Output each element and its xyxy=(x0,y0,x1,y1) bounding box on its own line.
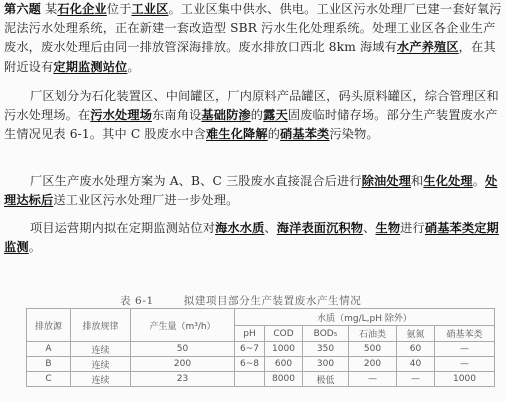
col-header-source: 排放源 xyxy=(27,309,71,342)
emphasis: 硝基苯类 xyxy=(280,127,330,142)
cell-bod: 极低 xyxy=(303,372,349,387)
paragraph-layout xyxy=(4,87,502,145)
cell-source: C xyxy=(27,372,71,387)
col-header-pattern: 排放规律 xyxy=(71,309,131,342)
cell-pattern: 连续 xyxy=(71,357,131,372)
table-row xyxy=(27,357,495,372)
cell-flow: 50 xyxy=(131,342,235,357)
table-header-row xyxy=(27,309,495,326)
col-header-cod: COD xyxy=(265,326,303,342)
text-run: 。 xyxy=(127,59,140,74)
paragraph-intro xyxy=(4,0,502,77)
cell-cod: 1000 xyxy=(265,342,303,357)
cell-nh3: 40 xyxy=(397,357,435,372)
text-run: ，在其附近设有 xyxy=(4,40,496,74)
emphasis: 难生化降解 xyxy=(206,127,268,142)
emphasis: 污水处理场 xyxy=(90,108,153,123)
cell-flow: 23 xyxy=(131,372,235,387)
col-header-ph: pH xyxy=(235,326,265,342)
emphasis: 生化处理 xyxy=(423,174,473,188)
table-title: 拟建项目部分生产装置废水产生情况 xyxy=(183,295,362,307)
emphasis: 基础防渗 xyxy=(201,108,251,123)
paragraph-monitoring xyxy=(4,219,502,257)
text-run: 。 xyxy=(28,240,42,255)
text-run: 进行 xyxy=(400,221,425,235)
cell-ph xyxy=(235,372,265,387)
cell-pattern: 连续 xyxy=(71,342,131,357)
emphasis: 海洋表面沉积物 xyxy=(276,221,364,235)
text-run: 的 xyxy=(267,127,281,142)
table-number: 表 6-1 xyxy=(120,295,154,307)
text-run: 东南角设 xyxy=(152,108,202,123)
table-caption xyxy=(120,293,361,308)
col-header-quality: 水质（mg/L,pH 除外） xyxy=(235,309,495,326)
cell-pattern: 连续 xyxy=(71,372,131,387)
emphasis: 生物 xyxy=(375,221,401,235)
problem-heading: 第六题 xyxy=(4,2,42,16)
cell-nitro: 1000 xyxy=(435,372,495,387)
text-run: 、 xyxy=(264,221,277,235)
wastewater-table xyxy=(26,308,495,387)
text-run: 。 xyxy=(472,174,486,188)
cell-nh3: 60 xyxy=(397,342,435,357)
text-run: 厂区生产废水处理方案为 A、B、C 三股废水直接混合后进行 xyxy=(30,174,362,188)
emphasis: 处理达标后 xyxy=(4,174,498,208)
text-run: 位于 xyxy=(106,2,132,16)
text-run: 、 xyxy=(363,221,376,235)
text-run: 的 xyxy=(250,108,264,123)
table-row xyxy=(27,372,495,387)
cell-ph: 6~7 xyxy=(235,342,265,357)
cell-cod: 600 xyxy=(265,357,303,372)
paragraph-treatment xyxy=(4,172,502,210)
cell-cod: 8000 xyxy=(265,372,303,387)
emphasis: 水产养殖区 xyxy=(396,40,459,55)
text-run: 固废临时储存场。部分生产装置废水产生情况见表 6-1。其中 C 股废水中含 xyxy=(4,108,498,142)
cell-source: A xyxy=(27,342,71,357)
emphasis: 工业区 xyxy=(131,2,169,16)
cell-oil: — xyxy=(349,372,397,387)
emphasis: 定期监测站位 xyxy=(53,59,128,74)
text-run: 和 xyxy=(411,174,424,188)
col-header-flow: 产生量（m³/h） xyxy=(131,309,235,342)
text-run: 污染物。 xyxy=(329,127,379,142)
text-run: 送工业区污水处理厂进一步处理。 xyxy=(53,193,239,208)
col-header-oil: 石油类 xyxy=(349,326,397,342)
cell-nitro: — xyxy=(435,342,495,357)
text-run: 。工业区集中供水、供电。工业区污水处理厂已建一套好氧污泥法污水处理系统，正在新建一套改造型 SBR 污水生化处理系统。处理工业区各企业生产废水，废水处理后由同一排放管深海排放。废水排放口西北 8km 海域有 xyxy=(4,2,502,55)
cell-flow: 200 xyxy=(131,357,235,372)
col-header-nh3: 氨氮 xyxy=(397,326,435,342)
text-run: 项目运营期内拟在定期监测站位对 xyxy=(30,221,216,235)
col-header-bod: BOD₅ xyxy=(303,326,349,342)
emphasis: 露天 xyxy=(263,108,288,123)
cell-nh3: — xyxy=(397,372,435,387)
table-row xyxy=(27,342,495,357)
cell-oil: 500 xyxy=(349,342,397,357)
cell-bod: 350 xyxy=(303,342,349,357)
cell-oil: 200 xyxy=(349,357,397,372)
emphasis: 除油处理 xyxy=(361,174,412,188)
col-header-nitro: 硝基苯类 xyxy=(435,326,495,342)
emphasis: 海水水质 xyxy=(215,221,265,235)
text-run: 某 xyxy=(41,2,58,16)
cell-nitro: — xyxy=(435,357,495,372)
cell-source: B xyxy=(27,357,71,372)
cell-bod: 300 xyxy=(303,357,349,372)
cell-ph: 6~8 xyxy=(235,357,265,372)
emphasis: 石化企业 xyxy=(57,2,107,16)
emphasis: 硝基苯类定期监测 xyxy=(4,221,499,255)
text-run: 厂区划分为石化装置区、中间罐区，厂内原料产品罐区，码头原料罐区，综合管理区和污水处理场。在 xyxy=(4,89,499,123)
